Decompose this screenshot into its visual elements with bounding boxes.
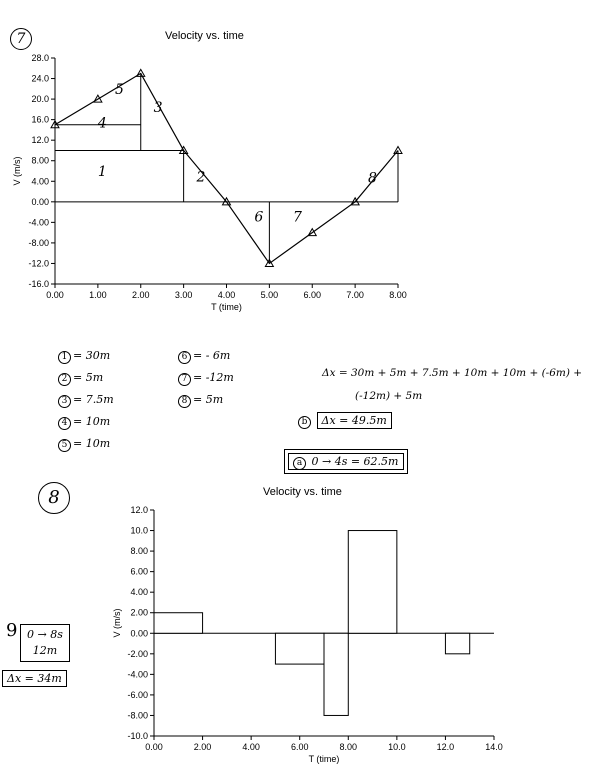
chart1-x-tick-label: 1.00 [89, 290, 107, 300]
chart2-x-tick-label: 14.0 [485, 742, 503, 752]
chart2-bar [348, 531, 397, 634]
chart2-bar [275, 633, 324, 664]
chart1 [0, 40, 600, 320]
chart1-y-tick-label: -12.0 [28, 258, 49, 269]
chart2-y-tick-label: 4.00 [130, 587, 148, 598]
area-7-row: 7 = -12m [178, 367, 234, 389]
chart1-x-tick-label: 0.00 [46, 290, 64, 300]
chart2-y-tick-label: 0.00 [130, 628, 148, 639]
chart1-area-label: 6 [254, 209, 264, 226]
displacement-equation-line2: (-12m) + 5m [355, 390, 423, 402]
part-b-answer: b Δx = 49.5m [298, 414, 392, 429]
area-3-row: 3 = 7.5m [58, 389, 114, 411]
chart1-y-tick-label: 12.0 [31, 135, 49, 146]
area-6-row: 6 = - 6m [178, 345, 234, 367]
area-5-row: 5 = 10m [58, 433, 114, 455]
chart2-y-tick-label: -8.00 [127, 710, 148, 721]
chart1-y-tick-label: 24.0 [31, 73, 49, 84]
chart1-y-tick-label: 4.00 [31, 176, 49, 187]
area-list-left [58, 345, 114, 455]
chart2-x-tick-label: 2.00 [193, 742, 212, 752]
chart2-title: Velocity vs. time [263, 486, 342, 498]
problem-7-number: 7 [10, 28, 32, 50]
chart1-area-label: 2 [196, 169, 206, 186]
chart1-area-label: 1 [97, 164, 107, 181]
chart2-x-tick-label: 10.0 [388, 742, 406, 752]
displacement-equation-line1: Δx = 30m + 5m + 7.5m + 10m + 10m + (-6m) + [322, 367, 583, 379]
part-a-answer: a 0 → 4s = 62.5m [288, 455, 404, 470]
chart1-area-label: 3 [153, 99, 163, 116]
chart2-bar [324, 633, 348, 715]
chart1-area-label: 5 [115, 81, 124, 98]
chart2-x-tick-label: 4.00 [242, 742, 260, 752]
chart2-x-tick-label: 0.00 [145, 742, 163, 752]
area-list-right [178, 345, 234, 411]
chart1-area-label: 7 [292, 209, 302, 226]
chart1-x-tick-label: 2.00 [131, 290, 150, 300]
chart2-y-tick-label: 8.00 [130, 546, 148, 557]
problem-8-number: 8 [38, 482, 70, 514]
area-1-row: 1 = 30m [58, 345, 114, 367]
chart2-y-tick-label: -6.00 [127, 689, 148, 700]
area-2-row: 2 = 5m [58, 367, 114, 389]
area-4-row: 4 = 10m [58, 411, 114, 433]
chart2-bar [445, 633, 469, 654]
chart2-y-tick-label: 6.00 [130, 566, 148, 577]
chart1-x-axis-label: T (time) [211, 302, 242, 312]
chart2-bar [154, 613, 203, 634]
chart2-y-tick-label: 2.00 [130, 607, 148, 618]
chart1-y-tick-label: -8.00 [28, 237, 49, 248]
chart2-y-tick-label: 10.0 [130, 525, 148, 536]
chart2-y-tick-label: -2.00 [127, 648, 148, 659]
chart2-y-tick-label: -4.00 [127, 669, 148, 680]
chart2-x-tick-label: 6.00 [290, 742, 309, 752]
area-8-row: 8 = 5m [178, 389, 234, 411]
chart2-y-tick-label: 12.0 [130, 505, 148, 515]
chart2-y-tick-label: -10.0 [127, 731, 148, 741]
chart1-y-tick-label: -16.0 [28, 279, 49, 289]
chart1-area-label: 4 [97, 115, 107, 132]
chart1-title: Velocity vs. time [165, 30, 244, 42]
chart1-area-label: 8 [367, 170, 377, 187]
chart1-x-tick-label: 4.00 [217, 290, 236, 300]
chart1-x-tick-label: 8.00 [389, 290, 407, 300]
chart2-x-tick-label: 12.0 [436, 742, 455, 752]
chart1-x-tick-label: 3.00 [174, 290, 193, 300]
chart1-y-tick-label: -4.00 [28, 217, 49, 228]
chart1-y-tick-label: 0.00 [31, 196, 49, 207]
chart1-y-tick-label: 20.0 [31, 94, 49, 105]
chart2-x-tick-label: 8.00 [339, 742, 358, 752]
problem-9-displacement: Δx = 34m [2, 670, 67, 687]
chart1-y-axis-label: V (m/s) [12, 156, 22, 186]
chart1-y-tick-label: 28.0 [31, 53, 49, 63]
chart2 [0, 495, 600, 775]
chart2-y-axis-label: V (m/s) [112, 608, 122, 638]
problem-9-number: 9 [6, 620, 18, 641]
chart1-x-tick-label: 7.00 [346, 290, 364, 300]
chart1-y-tick-label: 16.0 [31, 114, 49, 125]
chart1-x-tick-label: 5.00 [260, 290, 279, 300]
chart1-x-tick-label: 6.00 [303, 290, 322, 300]
chart1-y-tick-label: 8.00 [31, 155, 49, 166]
problem-9-answer-box: 0 → 8s 12m [20, 624, 70, 662]
chart2-x-axis-label: T (time) [308, 754, 340, 764]
